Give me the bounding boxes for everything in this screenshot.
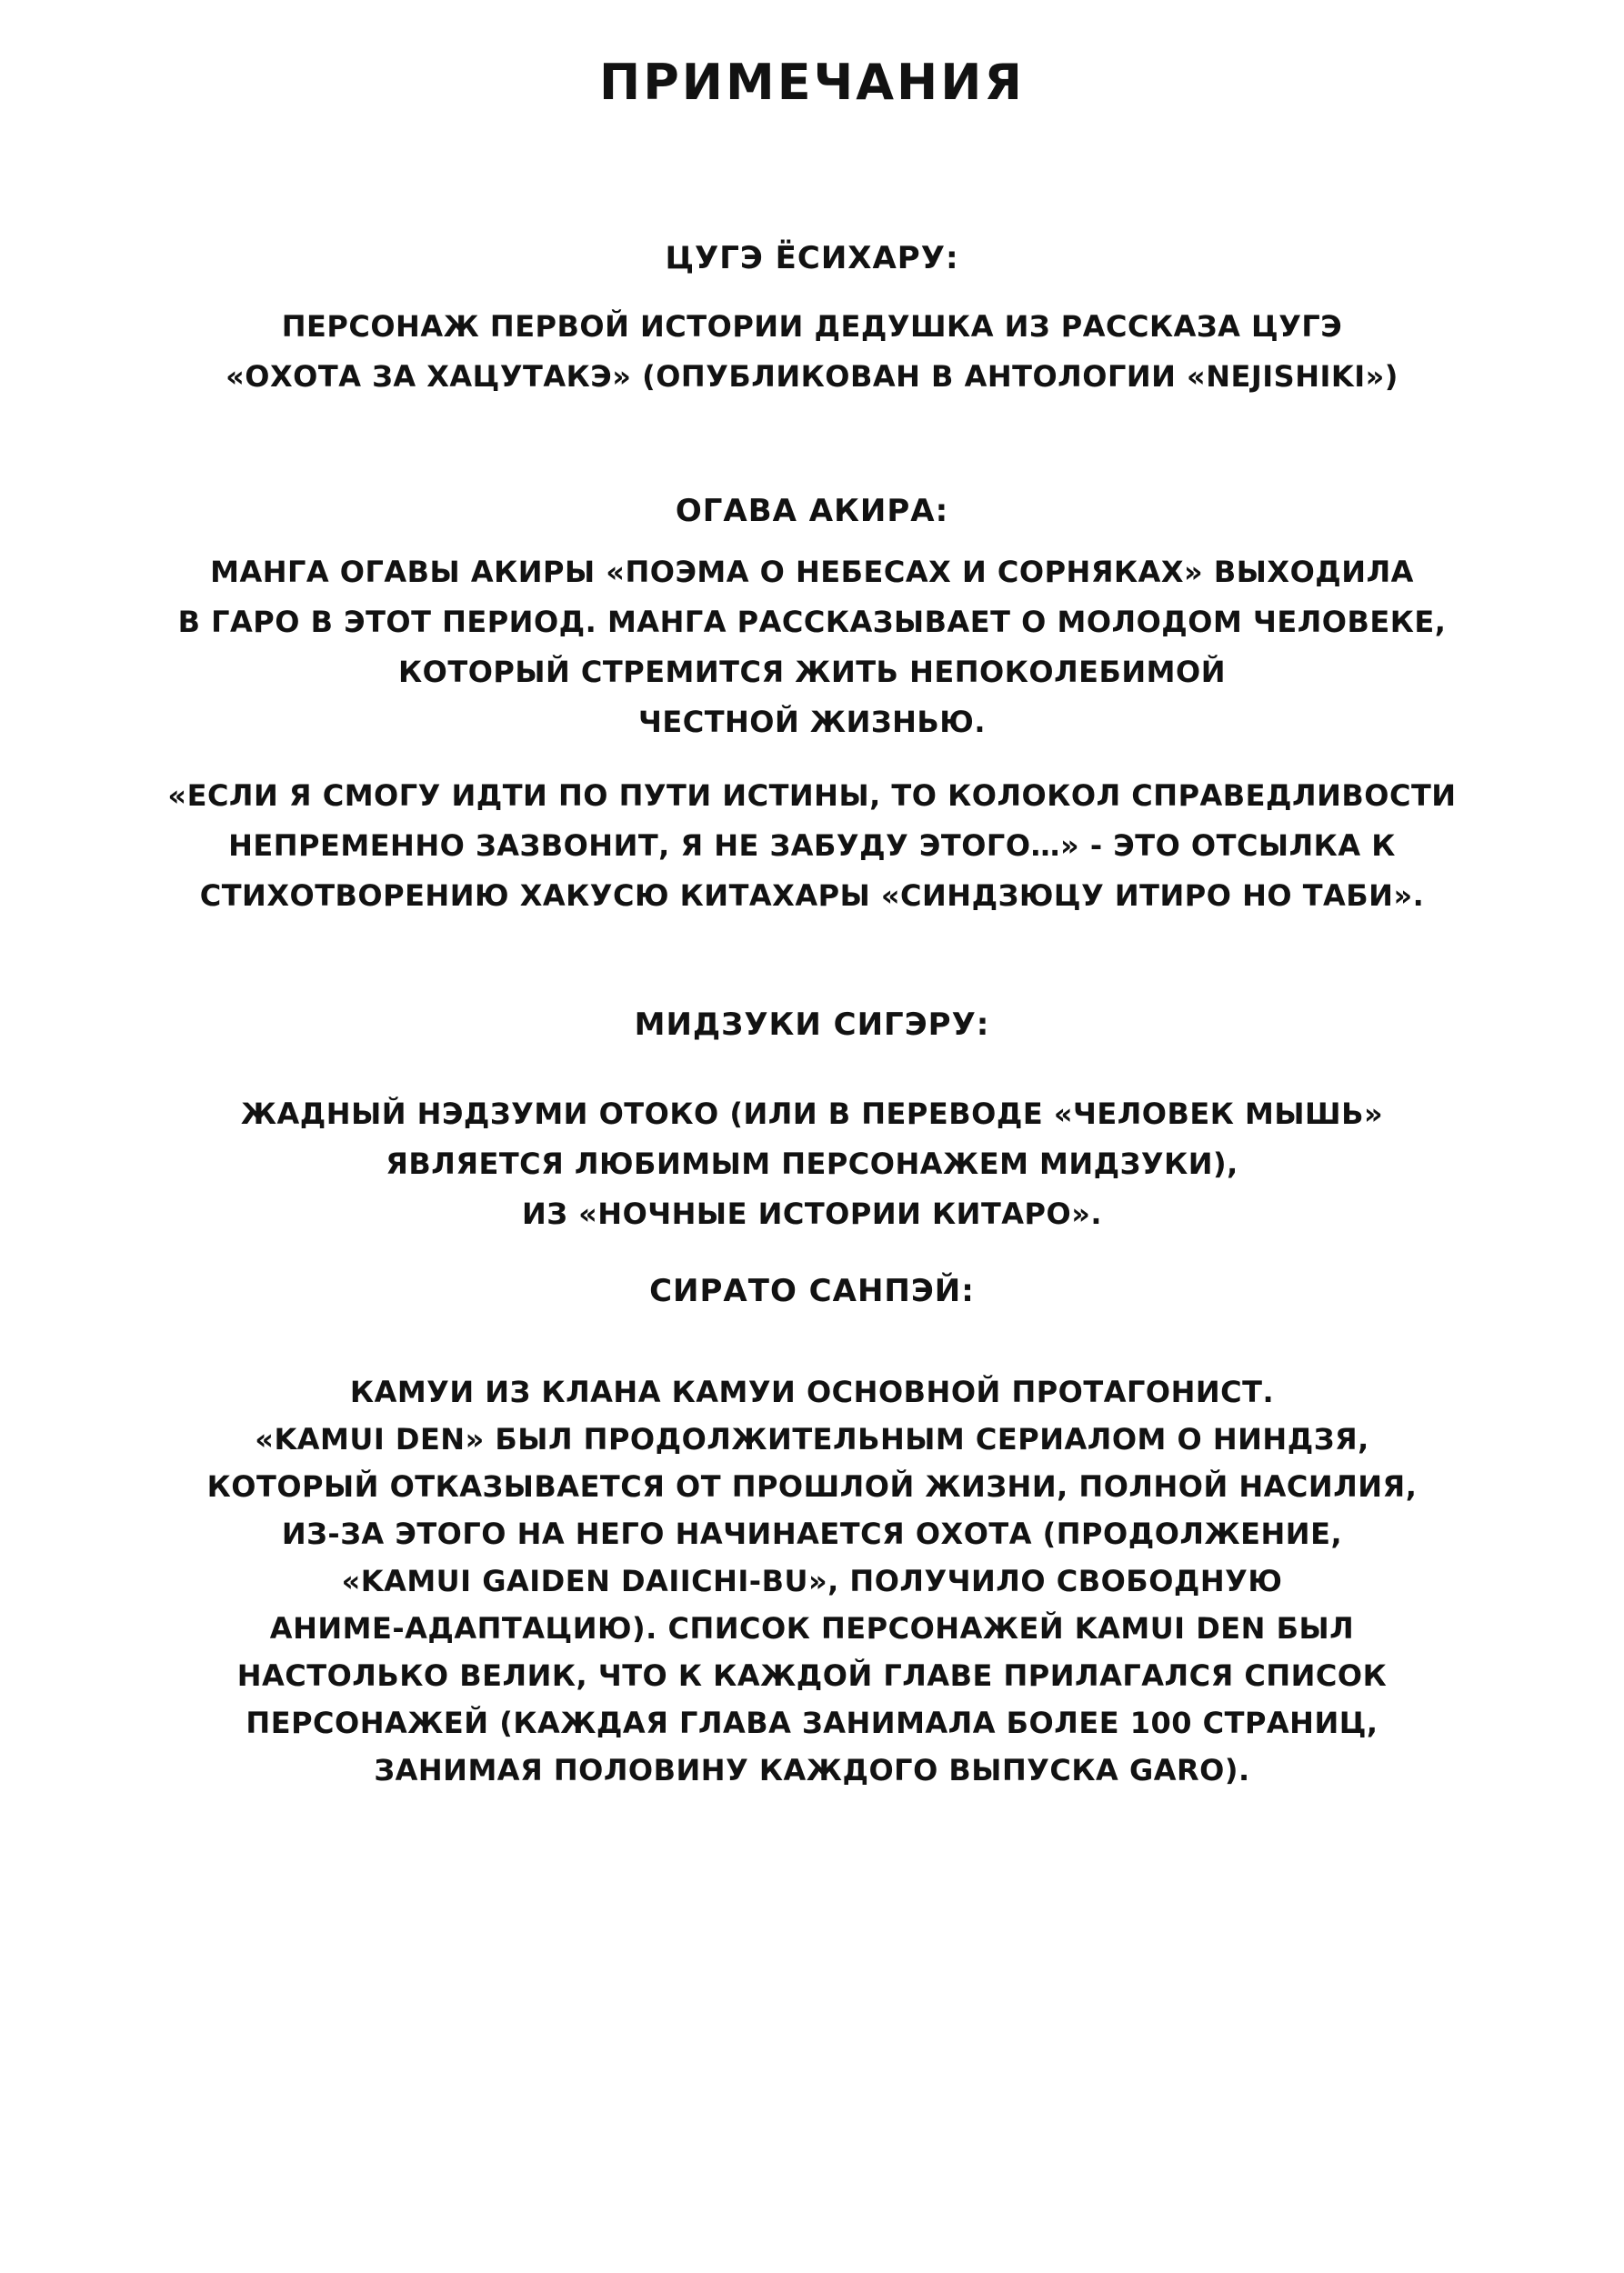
paragraph-line: КОТОРЫЙ СТРЕМИТСЯ ЖИТЬ НЕПОКОЛЕБИМОЙ: [398, 655, 1226, 689]
section-heading-ogawa-akira: ОГАВА АКИРА:: [675, 493, 949, 529]
paragraph-line: СТИХОТВОРЕНИЮ ХАКУСЮ КИТАХАРЫ «СИНДЗЮЦУ ИТИРО НО ТАБИ».: [199, 878, 1425, 913]
paragraph-line: «ОХОТА ЗА ХАЦУТАКЭ» (ОПУБЛИКОВАН В АНТОЛОГИИ «NEJISHIKI»): [226, 359, 1398, 394]
paragraph-line: ЧЕСТНОЙ ЖИЗНЬЮ.: [637, 705, 986, 739]
section-paragraph: [0, 1089, 1624, 1239]
paragraph-line: АНИМЕ-АДАПТАЦИЮ). СПИСОК ПЕРСОНАЖЕЙ KAMUI DEN БЫЛ: [269, 1611, 1355, 1646]
section-paragraph: [0, 547, 1624, 747]
section-paragraph: [0, 1368, 1624, 1794]
paragraph-line: В ГАРО В ЭТОТ ПЕРИОД. МАНГА РАССКАЗЫВАЕТ О МОЛОДОМ ЧЕЛОВЕКЕ,: [177, 605, 1447, 639]
paragraph-line: КАМУИ ИЗ КЛАНА КАМУИ ОСНОВНОЙ ПРОТАГОНИСТ.: [349, 1375, 1275, 1409]
section-heading-tsuge-yoshiharu: ЦУГЭ ЁСИХАРУ:: [665, 240, 959, 276]
paragraph-line: ИЗ-ЗА ЭТОГО НА НЕГО НАЧИНАЕТСЯ ОХОТА (ПРОДОЛЖЕНИЕ,: [281, 1517, 1343, 1551]
section-heading-mizuki-shigeru: МИДЗУКИ СИГЭРУ:: [634, 1006, 990, 1043]
paragraph-line: ПЕРСОНАЖЕЙ (КАЖДАЯ ГЛАВА ЗАНИМАЛА БОЛЕЕ 100 СТРАНИЦ,: [246, 1706, 1378, 1740]
paragraph-line: НЕПРЕМЕННО ЗАЗВОНИТ, Я НЕ ЗАБУДУ ЭТОГО…» - ЭТО ОТСЫЛКА К: [228, 828, 1396, 863]
paragraph-line: «KAMUI GAIDEN DAIICHI-BU», ПОЛУЧИЛО СВОБОДНУЮ: [341, 1564, 1283, 1598]
paragraph-line: НАСТОЛЬКО ВЕЛИК, ЧТО К КАЖДОЙ ГЛАВЕ ПРИЛАГАЛСЯ СПИСОК: [236, 1658, 1388, 1693]
paragraph-line: ЖАДНЫЙ НЭДЗУМИ ОТОКО (ИЛИ В ПЕРЕВОДЕ «ЧЕЛОВЕК МЫШЬ»: [240, 1096, 1384, 1131]
paragraph-line: ЯВЛЯЕТСЯ ЛЮБИМЫМ ПЕРСОНАЖЕМ МИДЗУКИ),: [386, 1147, 1238, 1181]
section-paragraph: [0, 302, 1624, 402]
paragraph-line: «ЕСЛИ Я СМОГУ ИДТИ ПО ПУТИ ИСТИНЫ, ТО КОЛОКОЛ СПРАВЕДЛИВОСТИ: [167, 778, 1457, 813]
section-paragraph-quote: [0, 771, 1624, 921]
paragraph-line: МАНГА ОГАВЫ АКИРЫ «ПОЭМА О НЕБЕСАХ И СОРНЯКАХ» ВЫХОДИЛА: [210, 555, 1414, 589]
paragraph-line: КОТОРЫЙ ОТКАЗЫВАЕТСЯ ОТ ПРОШЛОЙ ЖИЗНИ, ПОЛНОЙ НАСИЛИЯ,: [206, 1469, 1418, 1504]
paragraph-line: ЗАНИМАЯ ПОЛОВИНУ КАЖДОГО ВЫПУСКА GARO).: [374, 1753, 1250, 1787]
section-heading-shirato-sanpei: СИРАТО САНПЭЙ:: [649, 1273, 975, 1309]
paragraph-line: ИЗ «НОЧНЫЕ ИСТОРИИ КИТАРО».: [521, 1197, 1103, 1231]
paragraph-line: ПЕРСОНАЖ ПЕРВОЙ ИСТОРИИ ДЕДУШКА ИЗ РАССКАЗА ЦУГЭ: [281, 309, 1343, 344]
paragraph-line: «KAMUI DEN» БЫЛ ПРОДОЛЖИТЕЛЬНЫМ СЕРИАЛОМ О НИНДЗЯ,: [255, 1422, 1369, 1457]
page-title: ПРИМЕЧАНИЯ: [599, 54, 1025, 111]
